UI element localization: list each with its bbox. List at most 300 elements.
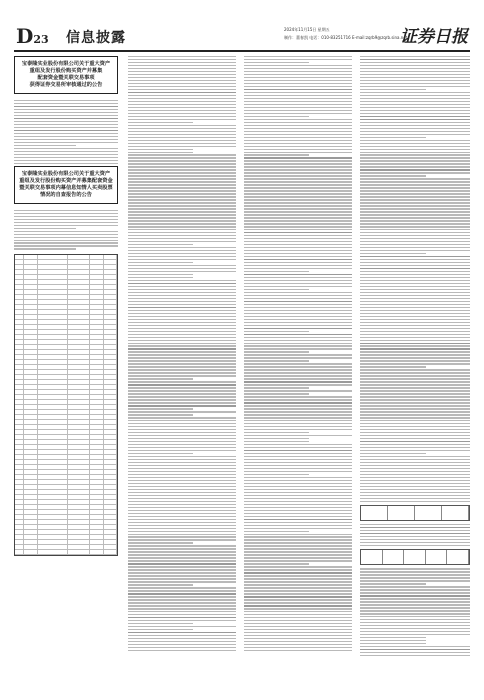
text-line	[244, 157, 352, 158]
table-cell	[24, 510, 38, 514]
text-line	[244, 608, 352, 609]
text-line	[244, 56, 352, 57]
text-line	[128, 486, 236, 487]
text-line	[244, 226, 352, 227]
table-cell	[38, 260, 68, 264]
table-cell	[38, 515, 68, 519]
text-line	[244, 229, 352, 230]
newspaper-logo: 证券日报	[400, 27, 468, 47]
text-line	[128, 220, 236, 221]
table-cell	[38, 520, 68, 524]
text-line	[244, 274, 352, 275]
text-line	[360, 366, 426, 367]
table-cell	[104, 280, 117, 284]
table-cell	[15, 470, 24, 474]
text-line	[128, 534, 236, 535]
text-line	[244, 253, 352, 254]
table-cell	[90, 305, 104, 309]
text-line	[128, 265, 236, 266]
table-cell	[68, 385, 90, 389]
table-cell	[38, 410, 68, 414]
text-line	[360, 196, 470, 197]
table-cell	[90, 340, 104, 344]
table-cell	[90, 295, 104, 299]
table-cell	[38, 360, 68, 364]
table-cell	[15, 510, 24, 514]
table-cell	[68, 350, 90, 354]
text-line	[128, 384, 236, 385]
text-line	[128, 456, 236, 457]
text-line	[244, 396, 352, 397]
text-line	[360, 607, 470, 608]
table-cell	[68, 495, 90, 499]
text-line	[128, 125, 236, 126]
table-cell	[104, 315, 117, 319]
text-line	[244, 259, 352, 260]
table-cell	[90, 255, 104, 259]
text-line	[14, 106, 118, 107]
text-line	[244, 557, 352, 558]
text-line	[128, 140, 236, 141]
text-line	[128, 107, 236, 108]
text-line	[360, 169, 470, 170]
text-line	[128, 569, 236, 570]
text-line	[360, 595, 470, 596]
table-cell	[90, 430, 104, 434]
table-cell	[104, 490, 117, 494]
table-cell	[15, 345, 24, 349]
text-line	[128, 214, 236, 215]
text-line	[244, 166, 352, 167]
text-line	[128, 211, 236, 212]
text-line	[360, 241, 470, 242]
article-body-text	[244, 56, 352, 651]
text-line	[244, 337, 352, 338]
text-line	[244, 187, 352, 188]
text-line	[128, 593, 236, 594]
text-line	[14, 222, 118, 223]
table-cell	[38, 425, 68, 429]
text-line	[244, 617, 352, 618]
text-line	[244, 196, 352, 197]
table-cell	[24, 375, 38, 379]
text-line	[244, 542, 352, 543]
table-cell	[104, 530, 117, 534]
text-line	[128, 641, 236, 642]
text-line	[128, 629, 193, 630]
table-cell	[68, 370, 90, 374]
text-line	[128, 223, 236, 224]
table-cell	[90, 395, 104, 399]
table-cell	[15, 265, 24, 269]
table-cell	[38, 545, 68, 549]
text-line	[14, 151, 118, 152]
table-cell	[15, 370, 24, 374]
text-line	[128, 295, 236, 296]
text-line	[128, 110, 236, 111]
table-cell	[104, 495, 117, 499]
text-line	[360, 435, 470, 436]
table-cell	[38, 405, 68, 409]
table-cell	[90, 480, 104, 484]
table-cell	[15, 540, 24, 544]
text-line	[244, 92, 352, 93]
text-line	[244, 322, 352, 323]
text-line	[244, 244, 352, 245]
table-cell	[15, 455, 24, 459]
text-line	[244, 363, 352, 364]
table-cell	[104, 380, 117, 384]
text-line	[360, 250, 470, 251]
text-line	[244, 513, 352, 514]
text-line	[360, 217, 470, 218]
text-line	[360, 369, 470, 370]
table-cell	[24, 465, 38, 469]
table-cell	[15, 390, 24, 394]
table-cell	[90, 355, 104, 359]
table-cell	[24, 275, 38, 279]
text-line	[128, 253, 236, 254]
text-line	[14, 237, 118, 238]
text-line	[360, 345, 470, 346]
table-cell	[104, 550, 117, 554]
table-cell	[24, 495, 38, 499]
text-line	[244, 345, 352, 346]
table-cell	[24, 305, 38, 309]
text-line	[128, 465, 236, 466]
text-line	[360, 98, 470, 99]
section-title: 信息披露	[66, 30, 126, 46]
table-cell	[104, 310, 117, 314]
table-cell	[24, 475, 38, 479]
text-line	[360, 378, 470, 379]
text-line	[360, 331, 470, 332]
text-line	[128, 510, 236, 511]
table-cell	[90, 265, 104, 269]
text-line	[244, 548, 352, 549]
table-cell	[68, 405, 90, 409]
text-line	[128, 596, 236, 597]
text-line	[360, 411, 470, 412]
table-cell	[38, 300, 68, 304]
masthead	[14, 22, 470, 52]
text-line	[128, 626, 236, 627]
text-line	[360, 474, 470, 475]
text-line	[244, 486, 352, 487]
table-cell	[104, 440, 117, 444]
text-line	[360, 253, 426, 254]
table-cell	[15, 355, 24, 359]
table-cell	[68, 340, 90, 344]
table-cell	[104, 330, 117, 334]
text-line	[244, 399, 352, 400]
table-cell	[104, 340, 117, 344]
text-line	[244, 420, 352, 421]
table-cell	[68, 445, 90, 449]
text-line	[244, 289, 309, 290]
table-cell	[15, 320, 24, 324]
table-cell	[104, 435, 117, 439]
text-line	[128, 131, 236, 132]
text-line	[360, 613, 470, 614]
table-cell	[90, 420, 104, 424]
table-cell	[104, 465, 117, 469]
table-cell	[104, 305, 117, 309]
table-cell	[15, 550, 24, 554]
table-cell	[15, 515, 24, 519]
text-line	[360, 539, 470, 540]
text-line	[360, 235, 470, 236]
text-line	[360, 363, 470, 364]
text-line	[14, 112, 118, 113]
table-cell	[15, 485, 24, 489]
table-cell	[90, 280, 104, 284]
text-line	[360, 325, 470, 326]
text-line	[360, 238, 470, 239]
text-line	[128, 498, 236, 499]
text-line	[244, 450, 352, 451]
text-line	[128, 235, 236, 236]
text-line	[128, 417, 236, 418]
text-line	[128, 175, 236, 176]
text-line	[244, 578, 352, 579]
text-line	[360, 402, 470, 403]
text-line	[244, 107, 352, 108]
text-line	[360, 208, 470, 209]
text-line	[14, 100, 118, 101]
text-line	[244, 605, 352, 606]
text-line	[128, 411, 236, 412]
table-cell	[15, 295, 24, 299]
text-line	[360, 226, 470, 227]
text-line	[244, 456, 352, 457]
text-line	[360, 271, 470, 272]
text-line	[244, 590, 352, 591]
text-line	[128, 501, 236, 502]
table-cell	[38, 380, 68, 384]
text-line	[360, 65, 470, 66]
table-cell	[38, 445, 68, 449]
table-cell	[24, 425, 38, 429]
text-line	[128, 363, 236, 364]
table-cell	[90, 445, 104, 449]
table-cell	[90, 350, 104, 354]
table-cell	[24, 300, 38, 304]
table-cell	[90, 320, 104, 324]
text-line	[360, 316, 470, 317]
table-cell	[68, 315, 90, 319]
text-line	[128, 104, 236, 105]
table-cell	[90, 405, 104, 409]
table-cell	[24, 335, 38, 339]
text-line	[244, 113, 352, 114]
table-cell	[24, 550, 38, 554]
text-line	[128, 77, 236, 78]
table-cell	[38, 485, 68, 489]
text-line	[360, 86, 470, 87]
text-line	[244, 471, 352, 472]
text-line	[244, 232, 352, 233]
text-line	[244, 316, 352, 317]
text-line	[14, 225, 118, 226]
table-cell	[15, 365, 24, 369]
table-row	[15, 550, 117, 555]
table-cell	[90, 500, 104, 504]
text-line	[244, 205, 352, 206]
text-line	[244, 528, 352, 529]
article-body-text	[128, 56, 236, 651]
text-line	[14, 133, 118, 134]
text-line	[128, 522, 236, 523]
table-cell	[15, 270, 24, 274]
text-line	[244, 343, 352, 344]
text-line	[128, 414, 193, 415]
table-cell	[68, 420, 90, 424]
table-cell	[15, 280, 24, 284]
text-line	[360, 113, 470, 114]
text-line	[244, 283, 352, 284]
text-line	[360, 351, 470, 352]
table-cell	[38, 310, 68, 314]
table-cell	[15, 255, 24, 259]
text-line	[360, 631, 470, 632]
table-cell	[90, 330, 104, 334]
text-line	[128, 348, 236, 349]
table-cell	[90, 260, 104, 264]
text-line	[128, 548, 236, 549]
table-cell	[104, 295, 117, 299]
text-line	[360, 319, 470, 320]
text-line	[128, 160, 236, 161]
table-cell	[15, 290, 24, 294]
table-cell	[38, 430, 68, 434]
table-cell	[90, 545, 104, 549]
text-line	[360, 530, 470, 531]
text-line	[244, 256, 352, 257]
table-cell	[15, 545, 24, 549]
text-line	[244, 611, 352, 612]
text-line	[244, 154, 309, 155]
text-line	[360, 601, 470, 602]
table-cell	[90, 300, 104, 304]
text-line	[360, 74, 470, 75]
table-cell	[15, 380, 24, 384]
text-line	[244, 181, 352, 182]
text-line	[128, 202, 236, 203]
table-cell	[90, 415, 104, 419]
table-cell	[15, 285, 24, 289]
text-line	[128, 575, 236, 576]
text-line	[128, 483, 236, 484]
text-line	[244, 480, 352, 481]
table-cell	[68, 375, 90, 379]
table-cell	[24, 360, 38, 364]
text-line	[128, 181, 236, 182]
table-cell	[104, 260, 117, 264]
table-cell	[68, 295, 90, 299]
text-line	[128, 354, 236, 355]
table-cell	[104, 485, 117, 489]
text-line	[360, 616, 470, 617]
text-line	[128, 244, 193, 245]
text-line	[360, 628, 470, 629]
text-line	[128, 489, 236, 490]
table-cell	[24, 260, 38, 264]
text-line	[244, 525, 352, 526]
table-cell	[90, 515, 104, 519]
table-cell	[104, 475, 117, 479]
text-line	[244, 483, 352, 484]
text-line	[244, 292, 352, 293]
text-line	[244, 623, 352, 624]
text-line	[360, 128, 470, 129]
text-line	[14, 228, 76, 229]
table-cell	[68, 535, 90, 539]
table-cell	[24, 500, 38, 504]
table-cell	[68, 520, 90, 524]
text-line	[360, 244, 470, 245]
text-line	[244, 348, 352, 349]
text-line	[360, 483, 470, 484]
text-line	[128, 477, 236, 478]
text-line	[128, 557, 236, 558]
text-line	[244, 328, 352, 329]
text-line	[360, 423, 470, 424]
text-line	[128, 122, 193, 123]
text-line	[360, 328, 470, 329]
text-line	[360, 640, 426, 641]
text-line	[360, 468, 470, 469]
text-line	[128, 620, 236, 621]
text-line	[128, 531, 236, 532]
page-number: D23	[16, 24, 49, 48]
table-cell	[90, 285, 104, 289]
text-line	[244, 101, 352, 102]
table-cell	[104, 325, 117, 329]
table-cell	[68, 470, 90, 474]
text-line	[244, 572, 352, 573]
text-line	[14, 213, 118, 214]
text-line	[128, 199, 236, 200]
text-line	[128, 381, 236, 382]
text-line	[360, 89, 426, 90]
text-line	[244, 268, 352, 269]
text-line	[128, 453, 193, 454]
table-cell	[24, 480, 38, 484]
text-line	[244, 214, 352, 215]
table-cell	[38, 505, 68, 509]
article-headline: 宝泰隆实业股份有限公司关于重大资产 重组及发行股份购买资产并募集 配套资金暨关联交易事项 获得证券交易所审核通过的公告	[21, 61, 111, 88]
text-line	[128, 149, 193, 150]
text-line	[128, 277, 193, 278]
text-line	[360, 104, 470, 105]
table-cell	[90, 315, 104, 319]
article-headline-box	[14, 166, 118, 204]
table-cell	[90, 450, 104, 454]
text-line	[128, 635, 236, 636]
text-line	[244, 68, 352, 69]
text-line	[360, 322, 470, 323]
table-cell	[38, 345, 68, 349]
text-line	[128, 319, 236, 320]
text-line	[244, 160, 352, 161]
text-line	[128, 644, 236, 645]
table-cell	[15, 415, 24, 419]
text-line	[360, 337, 470, 338]
table-cell	[15, 420, 24, 424]
text-line	[14, 139, 118, 140]
text-line	[360, 390, 470, 391]
